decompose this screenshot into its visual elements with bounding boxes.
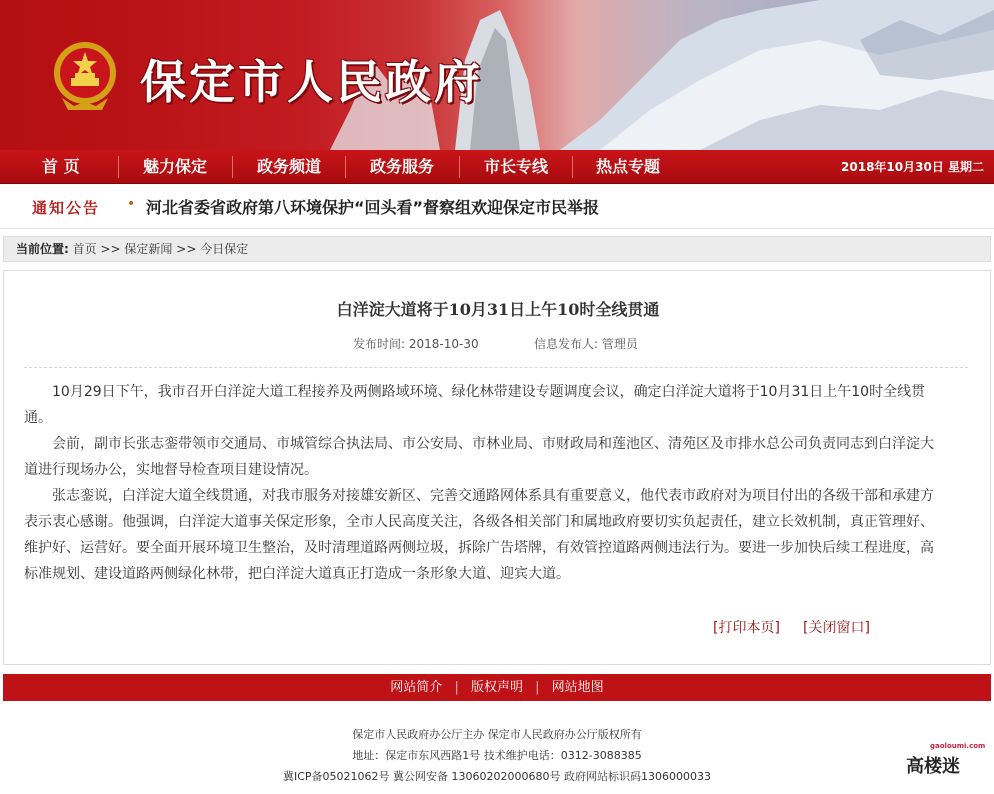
breadcrumb-separator: >> xyxy=(100,242,121,256)
breadcrumb-item-news[interactable]: 保定新闻 xyxy=(124,242,173,256)
footer-link-about[interactable]: 网站简介 xyxy=(390,680,443,695)
article-paragraph: 会前，副市长张志銮带领市交通局、市城管综合执法局、市公安局、市林业局、市财政局和莲池区、清苑区及市排水总公司负责同志到白洋淀大道进行现场办公，实地督导检查项目建设情况。 xyxy=(24,436,934,478)
main-nav xyxy=(0,150,994,184)
site-banner xyxy=(0,0,994,150)
footer-separator: | xyxy=(535,680,540,695)
breadcrumb xyxy=(3,236,991,262)
article-divider xyxy=(24,367,968,368)
breadcrumb-separator: >> xyxy=(176,242,197,256)
nav-government-affairs[interactable]: 政务频道 xyxy=(257,157,322,176)
nav-government-services[interactable]: 政务服务 xyxy=(370,157,435,176)
footer-sponsor: 保定市人民政府办公厅主办 保定市人民政府办公厅版权所有 xyxy=(352,728,642,741)
article-paragraph: 张志銮说，白洋淀大道全线贯通，对我市服务对接雄安新区、完善交通路网体系具有重要意义，他代表市政府对为项目付出的各级干部和承建方表示衷心感谢。他强调，白洋淀大道事关保定形象，全市人民高度关注，各级各相关部门和属地政府要切实负起责任，建立长效机制，真正管理好、维护好、运营好。要全面开展环境卫生整治，及时清理道路两侧垃圾，拆除广告塔牌，有效管控道路两侧违法行为。要进一步加快后续工程进度，高标准规划、建设道路两侧绿化林带，把白洋淀大道真正打造成一条形象大道、迎宾大道。 xyxy=(24,488,934,582)
national-emblem-icon xyxy=(52,40,118,112)
nav-divider xyxy=(118,156,119,178)
breadcrumb-prefix: 当前位置: xyxy=(16,242,69,256)
nav-divider xyxy=(572,156,573,178)
publisher: 信息发布人: 管理员 xyxy=(534,337,638,351)
notice-label: 通知公告 xyxy=(32,199,101,217)
article-title: 白洋淀大道将于10月31日上午10时全线贯通 xyxy=(336,300,660,319)
nav-hot-topics[interactable]: 热点专题 xyxy=(596,157,661,176)
footer-links xyxy=(3,674,991,701)
nav-mayor-hotline[interactable]: 市长专线 xyxy=(484,157,549,176)
nav-divider xyxy=(232,156,233,178)
watermark-text: 高楼迷 xyxy=(906,756,960,777)
print-page-link[interactable]: [打印本页] xyxy=(713,620,780,636)
footer-address: 地址：保定市东风西路1号 技术维护电话：0312-3088385 xyxy=(352,749,642,762)
watermark-small: gaoloumi.com xyxy=(930,742,986,750)
close-window-link[interactable]: [关闭窗口] xyxy=(803,620,870,636)
notice-bar xyxy=(0,185,994,229)
footer-registration: 冀ICP备05021062号 冀公网安备 13060202000680号 政府网站标识码1306000033 xyxy=(283,770,711,783)
footer-link-sitemap[interactable]: 网站地图 xyxy=(551,680,604,695)
current-date: 2018年10月30日 星期二 xyxy=(841,160,984,174)
article-body xyxy=(24,379,944,587)
nav-home[interactable]: 首 页 xyxy=(42,157,80,176)
footer-link-copyright[interactable]: 版权声明 xyxy=(470,680,523,695)
nav-divider xyxy=(459,156,460,178)
publish-time: 发布时间: 2018-10-30 xyxy=(353,337,479,351)
bullet-icon: • xyxy=(127,196,136,212)
notice-link[interactable]: 河北省委省政府第八环境保护“回头看”督察组欢迎保定市民举报 xyxy=(146,198,600,217)
footer-separator: | xyxy=(454,680,459,695)
site-title: 保定市人民政府 xyxy=(140,55,483,109)
breadcrumb-item-today[interactable]: 今日保定 xyxy=(200,242,249,256)
nav-charm-baoding[interactable]: 魅力保定 xyxy=(143,157,208,176)
article-paragraph: 10月29日下午，我市召开白洋淀大道工程接养及两侧路域环境、绿化林带建设专题调度会议，确定白洋淀大道将于10月31日上午10时全线贯通。 xyxy=(24,384,926,426)
nav-divider xyxy=(345,156,346,178)
watermark xyxy=(906,742,986,778)
breadcrumb-item-home[interactable]: 首页 xyxy=(72,242,97,256)
article-panel xyxy=(3,270,991,665)
